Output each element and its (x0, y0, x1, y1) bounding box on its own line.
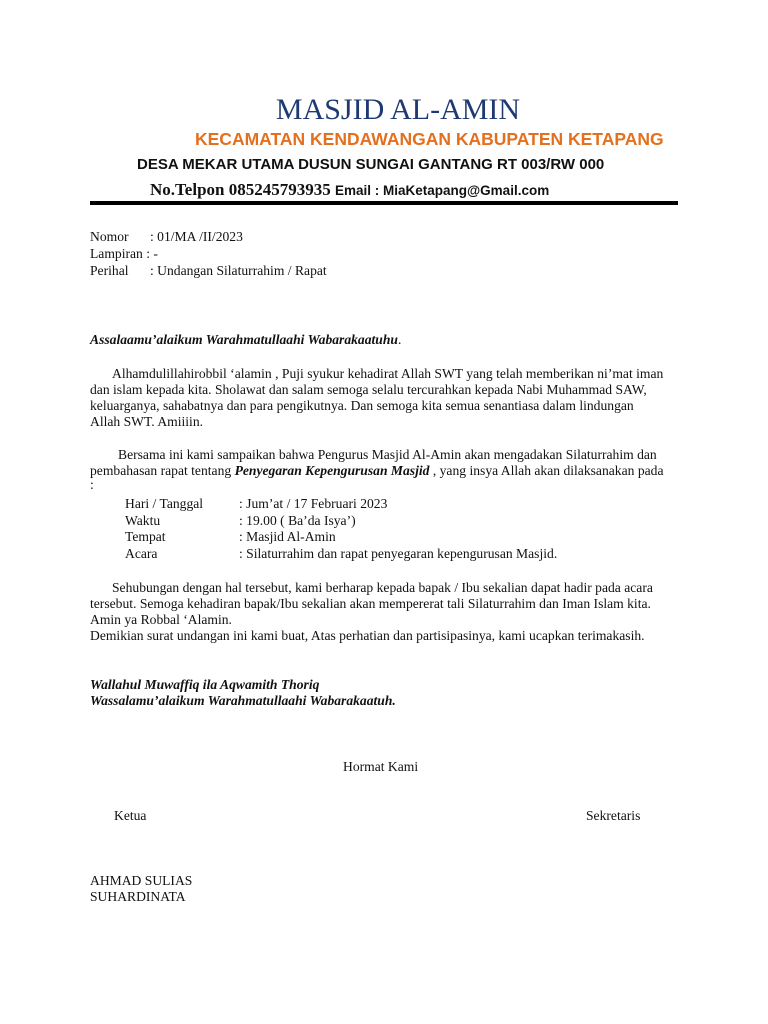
para2-line-3: : (90, 477, 94, 492)
secretary-name: SUHARDINATA (90, 889, 186, 904)
para2-line-1: Bersama ini kami sampaikan bahwa Pengurus Masjid Al-Amin akan mengadakan Silaturrahim dan (118, 447, 657, 462)
para2-emphasis: Penyegaran Kepengurusan Masjid (234, 463, 430, 478)
district-line: KECAMATAN KENDAWANGAN KABUPATEN KETAPANG (195, 129, 664, 149)
closing-salam: Wassalamu’alaikum Warahmatullaahi Wabarakaatuh. (90, 693, 396, 708)
letterhead-divider (90, 201, 678, 205)
regards-text: Hormat Kami (343, 759, 419, 774)
para3-line-1: Sehubungan dengan hal tersebut, kami berharap kepada bapak / Ibu sekalian dapat hadir pada acara (112, 580, 653, 595)
event-value-day: : Jum’at / 17 Februari 2023 (239, 496, 388, 511)
nomor-label: Nomor (90, 229, 129, 244)
para2-line-2-start: pembahasan rapat tentang (90, 463, 235, 478)
para3-line-2: tersebut. Semoga kehadiran bapak/Ibu sekalian akan mempererat tali Silaturrahim dan Iman Islam kita. (90, 596, 651, 611)
para1-line-2: dan islam kepada kita. Sholawat dan salam semoga selalu tercurahkan kepada Nabi Muhammad SAW, (90, 382, 647, 397)
lampiran-line: Lampiran : - (90, 246, 158, 261)
email-text: Email : MiaKetapang@Gmail.com (334, 183, 550, 198)
para3-line-3: Amin ya Robbal ‘Alamin. (90, 612, 232, 627)
secretary-title: Sekretaris (586, 808, 641, 823)
mosque-name-heading: MASJID AL-AMIN (275, 93, 521, 126)
phone-text: No.Telpon 085245793935 (150, 180, 331, 199)
para1-line-1: Alhamdulillahirobbil ‘alamin , Puji syukur kehadirat Allah SWT yang telah memberikan ni’mat iman (112, 366, 664, 381)
event-label-agenda: Acara (125, 546, 158, 561)
perihal-label: Perihal (90, 263, 129, 278)
event-label-day: Hari / Tanggal (125, 496, 204, 511)
closing-line: Demikian surat undangan ini kami buat, Atas perhatian dan partisipasinya, kami ucapkan terimakasih. (90, 628, 645, 643)
greeting-period: . (397, 332, 402, 347)
contact-line (150, 180, 549, 200)
event-value-time: : 19.00 ( Ba’da Isya’) (239, 513, 356, 528)
para1-line-4: Allah SWT. Amiiiin. (90, 414, 204, 429)
para2-line-2-end: , yang insya Allah akan dilaksanakan pada (429, 463, 664, 478)
chair-title: Ketua (114, 808, 147, 823)
event-label-place: Tempat (125, 529, 166, 544)
greeting (90, 332, 401, 349)
greeting-text: Assalaamu’alaikum Warahmatullaahi Wabarakaatuhu (90, 332, 398, 347)
perihal-value: : Undangan Silaturrahim / Rapat (150, 263, 327, 278)
chair-name: AHMAD SULIAS (90, 873, 193, 888)
para2-line-2 (90, 463, 663, 480)
nomor-value: : 01/MA /II/2023 (150, 229, 243, 244)
event-value-agenda: : Silaturrahim dan rapat penyegaran kepengurusan Masjid. (239, 546, 558, 561)
closing-prayer: Wallahul Muwaffiq ila Aqwamith Thoriq (90, 677, 320, 692)
event-value-place: : Masjid Al-Amin (239, 529, 336, 544)
address-line: DESA MEKAR UTAMA DUSUN SUNGAI GANTANG RT 003/RW 000 (137, 156, 605, 173)
para1-line-3: keluarganya, sahabatnya dan para pengikutnya. Dan semoga kita semua senantiasa dalam lindungan (90, 398, 634, 413)
event-label-time: Waktu (125, 513, 161, 528)
